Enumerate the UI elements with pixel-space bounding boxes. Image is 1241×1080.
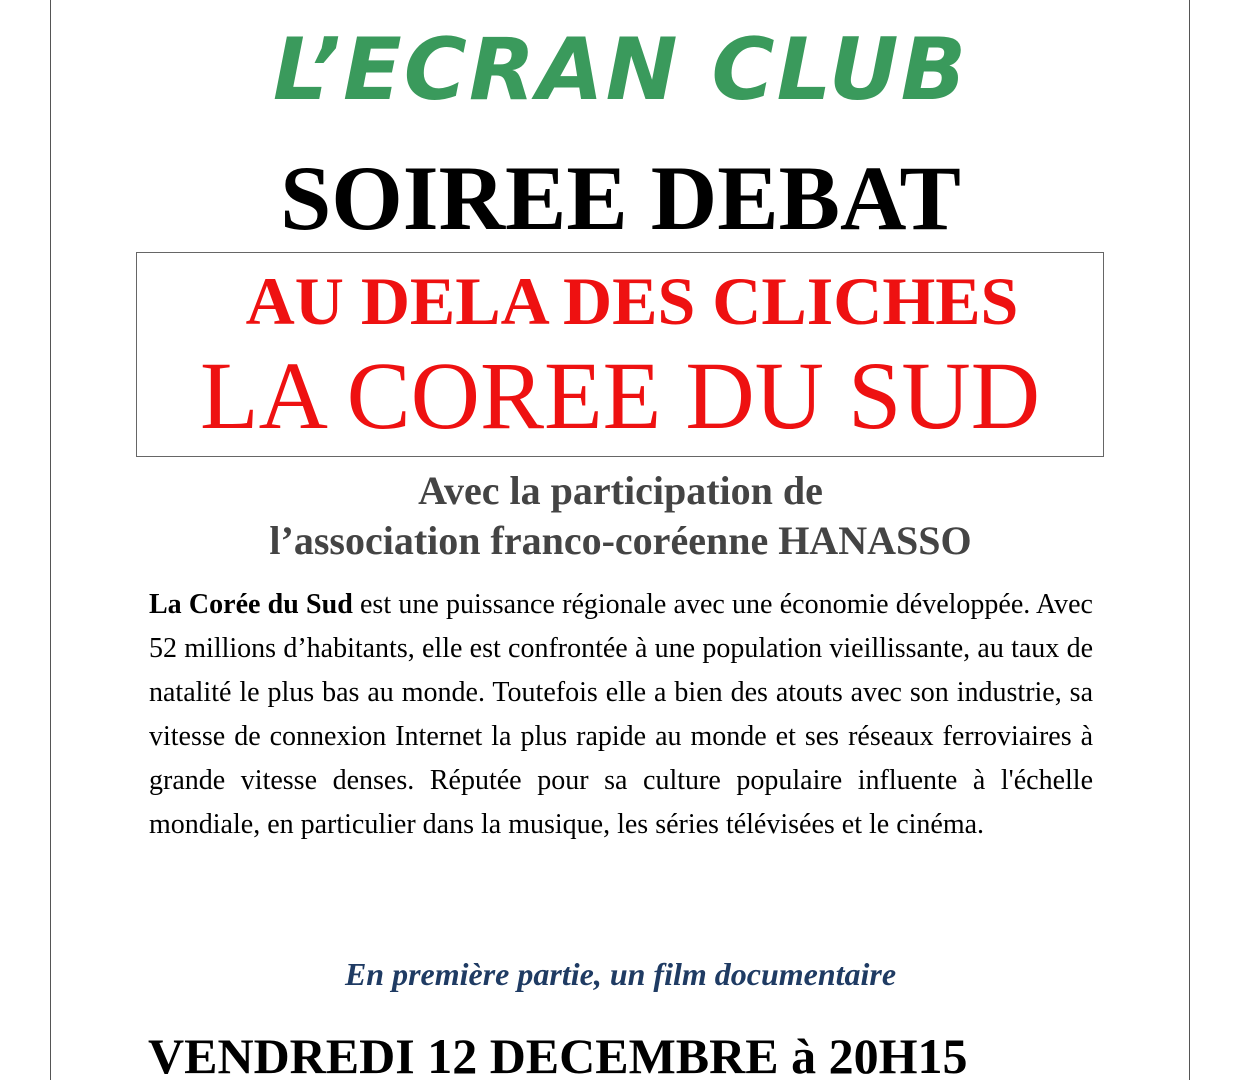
event-title-line2: LA COREE DU SUD [199, 342, 1041, 449]
event-title-line1: AU DELA DES CLICHES [245, 263, 1019, 339]
participation-block [0, 466, 1241, 566]
club-name: L’ECRAN CLUB [272, 20, 969, 120]
first-part-note: En première partie, un film documentaire [344, 956, 897, 992]
description-paragraph [149, 583, 1093, 847]
description-lead: La Corée du Sud [149, 589, 353, 620]
participation-line2: l’association franco-coréenne HANASSO [269, 518, 972, 563]
participation-line1: Avec la participation de [418, 468, 823, 513]
event-type-heading: SOIREE DEBAT [280, 147, 961, 249]
event-date: VENDREDI 12 DECEMBRE à 20H15 [148, 1028, 968, 1080]
description-body: est une puissance régionale avec une économie développée. Avec 52 millions d’habitants, elle est confrontée à une population vieillissante, au taux de natalité le plus bas au monde. Toutefois elle a bien des atouts avec son industrie, sa vitesse de connexion Internet la plus rapide au monde et ses réseaux ferroviaires à grande vitesse denses. Réputée pour sa culture populaire influente à l'échelle mondiale, en particulier dans la musique, les séries télévisées et le cinéma. [149, 589, 1093, 840]
